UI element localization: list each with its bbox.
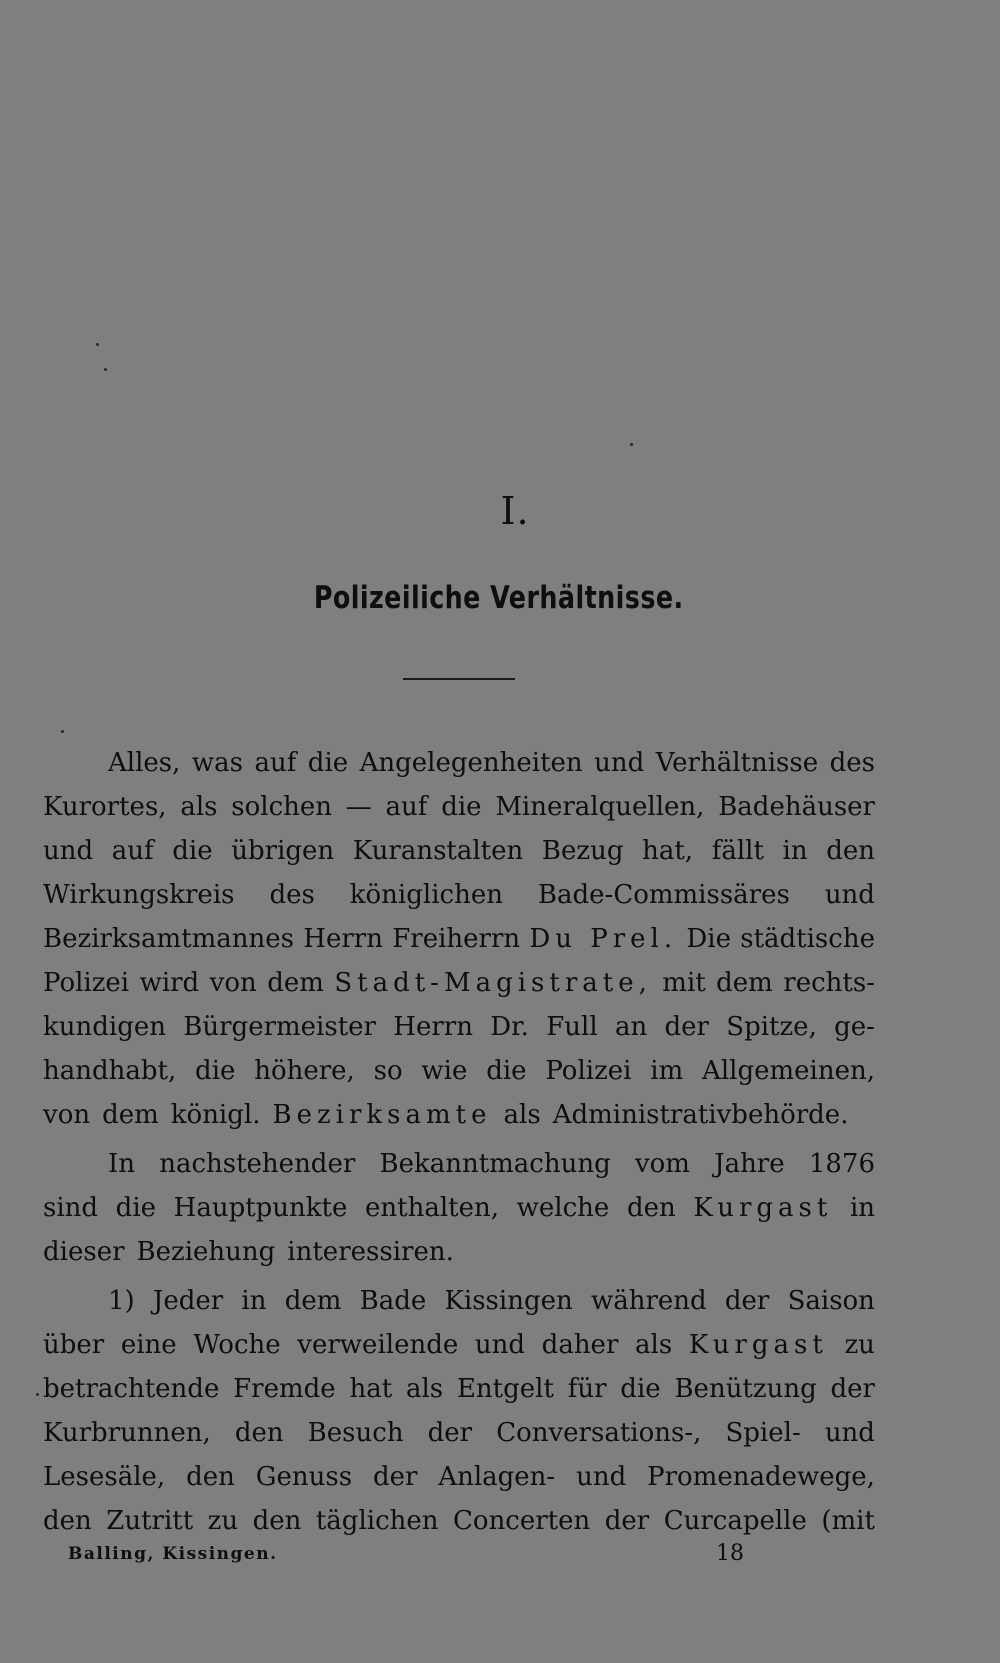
word: die: [115, 1193, 157, 1223]
word: Allgemeinen,: [702, 1056, 875, 1086]
word: der: [830, 1374, 875, 1404]
word: Freiherrn: [392, 924, 521, 954]
word: Woche: [193, 1330, 281, 1360]
text-line: [43, 785, 875, 829]
word: auf: [111, 836, 154, 866]
sheet-number: 18: [716, 1541, 744, 1566]
word: welche: [516, 1193, 610, 1223]
word: Verhältnisse: [655, 748, 819, 778]
word: im: [650, 1056, 684, 1086]
word: Jahre: [714, 1149, 785, 1179]
word: Full: [546, 1012, 598, 1042]
word: interessiren.: [287, 1237, 454, 1267]
word: Benützung: [674, 1374, 817, 1404]
word: die: [307, 748, 349, 778]
word: Mineralquellen,: [495, 792, 705, 822]
word: Bezug: [541, 836, 624, 866]
word: den: [826, 836, 875, 866]
title-rule: [403, 678, 515, 680]
word: Fremde: [233, 1374, 336, 1404]
word: Curcapelle: [663, 1506, 807, 1536]
word: der: [372, 1462, 418, 1492]
word: daher: [541, 1330, 619, 1360]
word: Genuss: [255, 1462, 353, 1492]
text-line: [43, 1142, 875, 1186]
word: Kurgast: [688, 1330, 828, 1360]
word: Promenadewege,: [647, 1462, 875, 1492]
word: und: [824, 1418, 875, 1448]
word: Kissingen: [444, 1286, 573, 1316]
word: vom: [634, 1149, 690, 1179]
word: enthalten,: [365, 1193, 500, 1223]
text-line: [43, 917, 875, 961]
scan-speck: [61, 730, 64, 733]
word: dem: [716, 968, 773, 998]
word: des: [269, 880, 315, 910]
word: Kurbrunnen,: [43, 1418, 211, 1448]
scan-speck: [630, 443, 633, 446]
word: den: [234, 1418, 284, 1448]
word: während: [590, 1286, 707, 1316]
word: in: [849, 1193, 875, 1223]
word: Herrn: [393, 1012, 473, 1042]
word: des: [829, 748, 875, 778]
text-line: [43, 829, 875, 873]
word: den: [626, 1193, 676, 1223]
text-line: [43, 1455, 875, 1499]
word: Kuranstalten: [352, 836, 524, 866]
word: und: [824, 880, 875, 910]
word: zu: [844, 1330, 875, 1360]
word: Zutritt: [106, 1506, 194, 1536]
word: Kurgast: [693, 1193, 833, 1223]
word: Alles,: [108, 748, 181, 778]
word: den: [43, 1506, 92, 1536]
word: Beziehung: [136, 1237, 276, 1267]
printer-signature: Balling, Kissingen.: [68, 1544, 278, 1564]
word: von: [43, 1100, 91, 1130]
word: über: [43, 1330, 105, 1360]
word: Concerten: [453, 1506, 591, 1536]
word: eine: [120, 1330, 177, 1360]
word: städtische: [740, 924, 875, 954]
text-line: [43, 1279, 875, 1323]
word: Spitze,: [726, 1012, 817, 1042]
word: und: [43, 836, 94, 866]
word: —: [345, 792, 372, 822]
word: der: [724, 1286, 770, 1316]
word: hat: [349, 1374, 393, 1404]
word: Polizei: [43, 968, 130, 998]
word: den: [252, 1506, 302, 1536]
word: ge-: [834, 1012, 875, 1042]
word: die: [486, 1056, 527, 1086]
word: höhere,: [254, 1056, 355, 1086]
word: Bezirksamte: [272, 1100, 492, 1130]
word: der: [604, 1506, 650, 1536]
word: in: [782, 836, 808, 866]
word: für: [567, 1374, 607, 1404]
word: nachstehender: [159, 1149, 356, 1179]
word: (mit: [821, 1506, 875, 1536]
word: die: [441, 792, 482, 822]
chapter-title: Polizeiliche Verhältnisse.: [313, 580, 684, 616]
word: Die: [686, 924, 731, 954]
word: Besuch: [307, 1418, 404, 1448]
word: Kurortes,: [43, 792, 167, 822]
word: 1): [108, 1286, 135, 1316]
text-line: [43, 1186, 875, 1230]
word: fällt: [711, 836, 764, 866]
word: an: [614, 1012, 648, 1042]
scan-speck: [104, 368, 107, 371]
word: als: [635, 1330, 673, 1360]
word: handhabt,: [43, 1056, 177, 1086]
page-footer: [0, 1541, 1000, 1574]
word: Entgelt: [456, 1374, 554, 1404]
text-line: [43, 1367, 875, 1411]
word: Bade-Commissäres: [537, 880, 790, 910]
word: dem: [267, 968, 324, 998]
word: Angelegenheiten: [359, 748, 583, 778]
word: Bezirksamtmannes: [43, 924, 295, 954]
word: und: [576, 1462, 627, 1492]
word: betrachtende: [43, 1374, 220, 1404]
paragraph: [43, 1279, 875, 1543]
text-line: [43, 961, 875, 1005]
paragraph: [43, 741, 875, 1137]
word: der: [664, 1012, 709, 1042]
word: verweilende: [297, 1330, 459, 1360]
text-line: [43, 1093, 875, 1137]
word: Wirkungskreis: [43, 880, 235, 910]
word: Anlagen-: [438, 1462, 556, 1492]
word: Dr.: [490, 1012, 529, 1042]
scan-speck: [96, 343, 99, 346]
word: hat,: [642, 836, 694, 866]
word: der: [427, 1418, 473, 1448]
text-line: [43, 1411, 875, 1455]
word: Hauptpunkte: [173, 1193, 348, 1223]
word: Conversations-,: [496, 1418, 702, 1448]
word: Stadt-Magistrate,: [334, 968, 652, 998]
text-line: [43, 1005, 875, 1049]
word: die: [620, 1374, 661, 1404]
word: als: [405, 1374, 444, 1404]
word: so: [373, 1056, 403, 1086]
word: Spiel-: [725, 1418, 801, 1448]
word: Bekanntmachung: [379, 1149, 611, 1179]
word: die: [172, 836, 213, 866]
chapter-number: I.: [500, 489, 530, 533]
word: auf: [254, 748, 297, 778]
text-line: [43, 741, 875, 785]
word: Polizei: [545, 1056, 632, 1086]
word: Du Prel.: [529, 924, 678, 954]
word: wird: [139, 968, 200, 998]
word: sind: [43, 1193, 99, 1223]
word: königlichen: [349, 880, 503, 910]
body-text: [43, 741, 875, 1543]
text-line: [43, 1049, 875, 1093]
word: und: [594, 748, 645, 778]
word: Administrativbehörde.: [552, 1100, 849, 1130]
word: Bade: [359, 1286, 427, 1316]
text-line: [43, 1499, 875, 1543]
word: Lesesäle,: [43, 1462, 166, 1492]
scan-speck: [36, 1393, 39, 1396]
word: täglichen: [315, 1506, 439, 1536]
word: wie: [421, 1056, 468, 1086]
word: auf: [385, 792, 428, 822]
word: Herrn: [303, 924, 383, 954]
word: kundigen: [43, 1012, 166, 1042]
word: was: [191, 748, 243, 778]
word: als: [180, 792, 218, 822]
word: als: [503, 1100, 541, 1130]
word: Badehäuser: [718, 792, 875, 822]
word: Jeder: [152, 1286, 224, 1316]
word: solchen: [231, 792, 333, 822]
word: dem: [102, 1100, 159, 1130]
word: die: [195, 1056, 236, 1086]
word: Bürgermeister: [183, 1012, 376, 1042]
word: rechts-: [783, 968, 875, 998]
word: zu: [207, 1506, 239, 1536]
word: mit: [662, 968, 706, 998]
word: 1876: [808, 1149, 875, 1179]
text-line: [43, 873, 875, 917]
word: in: [241, 1286, 267, 1316]
text-line: [43, 1323, 875, 1367]
word: von: [209, 968, 257, 998]
word: In: [108, 1149, 136, 1179]
word: dieser: [43, 1237, 125, 1267]
word: dem: [284, 1286, 342, 1316]
word: königl.: [170, 1100, 261, 1130]
word: den: [186, 1462, 235, 1492]
word: Saison: [787, 1286, 875, 1316]
word: übrigen: [231, 836, 335, 866]
text-line: [43, 1230, 875, 1274]
word: und: [474, 1330, 526, 1360]
paragraph: [43, 1142, 875, 1274]
